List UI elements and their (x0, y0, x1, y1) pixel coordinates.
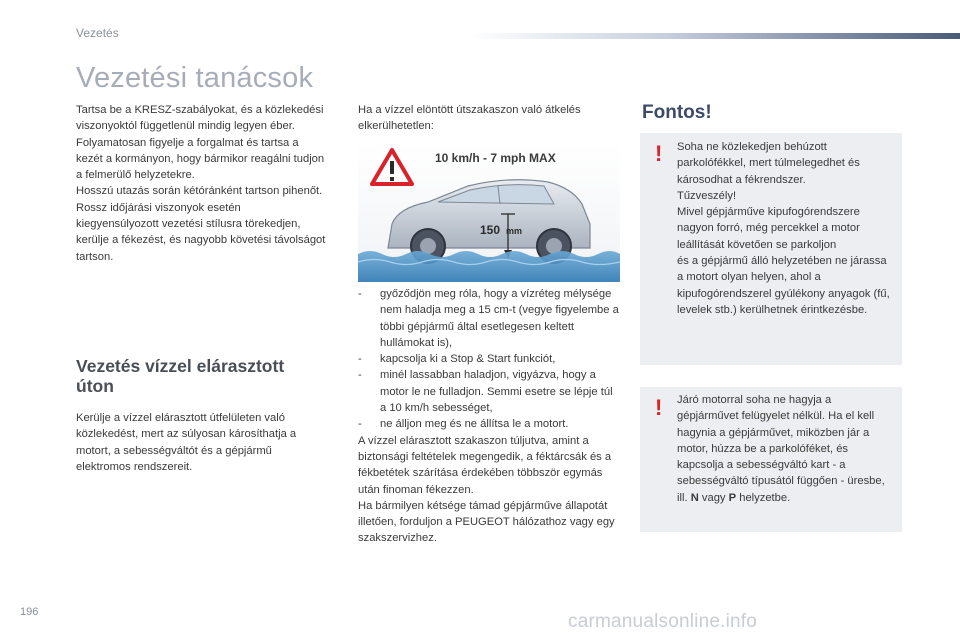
driving-advice-text (76, 102, 326, 265)
warning-box (640, 387, 902, 532)
section-label: Vezetés (76, 26, 119, 40)
gear-n: N (690, 491, 699, 504)
paragraph: Ha a vízzel elöntött útszakaszon való átkelés elkerülhetetlen: (358, 104, 581, 133)
paragraph: Tartsa be a KRESZ-szabályokat, és a közlekedési viszonyoktól függetlenül mindig legyen éber. (76, 104, 324, 133)
list-dash: - (358, 369, 362, 382)
flood-instructions-list (358, 286, 620, 547)
flooded-road-illustration (358, 142, 620, 282)
flooded-road-text (76, 410, 326, 475)
warning-text: Járó motorral soha ne hagyja a gépjárművet felügyelet nélkül. Ha el kell hagynia a gépjárművet, miközben jár a motor, húzza be a parkolóféket, és kapcsolja a sebességváltó kart - a sebességváltó típusától függően - üresbe, ill. N vagy P helyzetbe. (677, 394, 885, 504)
warning-text: Soha ne közlekedjen behúzott parkolófékkel, mert túlmelegedhet és károsodhat a fékrendszer. Tűzveszély! Mivel gépjárműve kipufogórendszere nagyon forró, még percekkel a motor leállítását követően se parkoljon és a gépjármű álló helyzetében ne járassa a motort olyan helyen, ahol a kipufogórendszerel gyúlékony anyagok (fű, levelek stb.) kerülhetnek érintkezésbe. (677, 141, 890, 316)
depth-value: 150 (480, 223, 501, 237)
important-heading: Fontos! (642, 102, 712, 123)
list-dash: - (358, 288, 362, 300)
flooded-road-heading: Vezetés vízzel elárasztott úton (76, 356, 285, 396)
list-dash: - (358, 418, 362, 431)
page-number: 196 (20, 606, 39, 618)
page-title: Vezetési tanácsok (76, 62, 314, 94)
watermark: carmanualsonline.info (568, 611, 758, 632)
list-item: - minél lassabban haladjon, vigyázva, hogy a motor le ne fulladjon. Semmi esetre se lépje túl a 10 km/h sebességet, (358, 367, 620, 416)
paragraph: Ha bármilyen kétsége támad gépjárműve állapotát illetően, forduljon a PEUGEOT hálózathoz vagy egy szakszervizhez. (358, 499, 615, 545)
speed-limit-label: 10 km/h - 7 mph MAX (435, 151, 556, 165)
warning-box (640, 133, 902, 365)
exclamation-icon: ! (655, 141, 663, 166)
list-item: - győződjön meg róla, hogy a vízréteg mélysége nem haladja meg a 15 cm-t (vegye figyelembe a többi gépjármű által esetlegesen keltett hullámokat is), (358, 286, 620, 351)
list-dash: - (358, 353, 362, 366)
flood-intro (358, 102, 620, 135)
paragraph: A vízzel elárasztott szakaszon túljutva, amint a biztonsági feltételek megengedik, a féktárcsák és a fékbetétek szárítása érdekében többször egymás után finoman fékezzen. (358, 434, 612, 496)
paragraph: Rossz időjárási viszonyok esetén kiegyensúlyozott vezetési stílusra törekedjen, kerülje a fékezést, és nagyobb követési távolságot tartson. (76, 201, 326, 263)
paragraph: Hosszú utazás során kétóránként tartson pihenőt. (76, 185, 323, 198)
car-in-water-illustration (358, 142, 620, 282)
gear-p: P (728, 491, 737, 504)
exclamation-icon: ! (655, 395, 663, 420)
paragraph: Kerülje a vízzel elárasztott útfelületen való közlekedést, mert az súlyosan károsíthatja a motort, a sebességváltót és a gépjármű elektromos rendszereit. (76, 412, 297, 473)
list-item: - ne álljon meg és ne állítsa le a motort. (358, 416, 620, 432)
list-item: - kapcsolja ki a Stop & Start funkciót, (358, 351, 620, 367)
paragraph: Folyamatosan figyelje a forgalmat és tartsa a kezét a kormányon, hogy bármikor reagálni tudjon a felmerülő helyzetekre. (76, 136, 325, 182)
header-rule (470, 33, 960, 39)
depth-unit: mm (506, 226, 523, 236)
